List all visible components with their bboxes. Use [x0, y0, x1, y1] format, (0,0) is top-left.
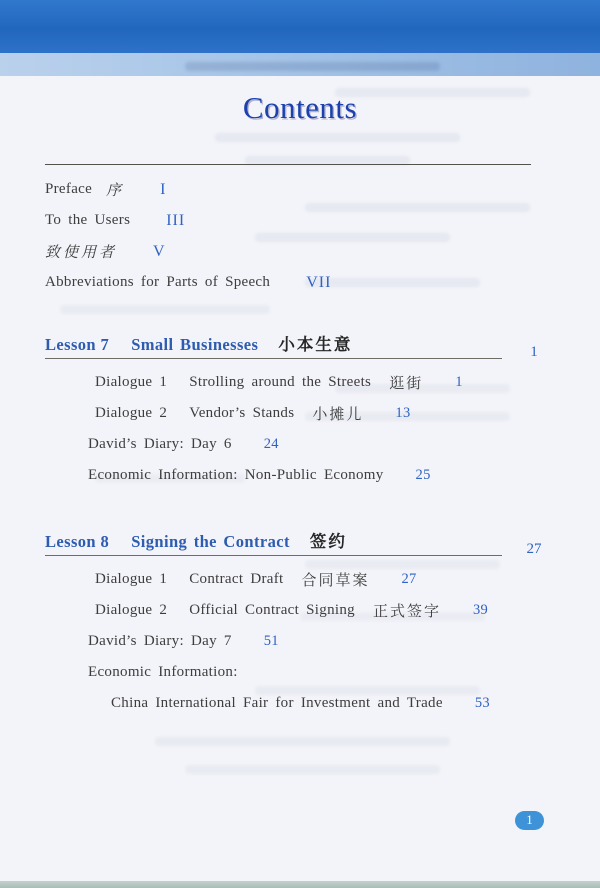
entry-text: Economic Information: Non-Public Economy — [88, 467, 384, 483]
toc-entry — [45, 688, 555, 719]
bleed-through-smudge — [185, 62, 440, 71]
entry-page-numeral: III — [166, 211, 186, 229]
bleed-through-smudge — [155, 737, 450, 746]
dialogue-number: Dialogue 2 — [95, 602, 168, 618]
entry-page-number: 1 — [455, 374, 463, 390]
entry-label-chinese: 致使用者 — [45, 243, 118, 261]
lesson-7-section — [45, 331, 555, 491]
entry-label: Abbreviations for Parts of Speech — [45, 274, 271, 290]
lesson-title-chinese: 签约 — [309, 532, 347, 551]
lesson-8-section — [45, 528, 555, 719]
front-matter-entry — [45, 174, 550, 205]
entry-text: Economic Information: — [88, 664, 238, 680]
entry-page-number: 53 — [474, 695, 490, 711]
bleed-through-smudge — [185, 765, 440, 774]
toc-entry — [45, 626, 555, 657]
lesson-page-number: 1 — [530, 344, 538, 360]
entry-label: Preface — [45, 181, 93, 197]
dialogue-number: Dialogue 2 — [95, 405, 168, 421]
entry-page-number: 39 — [472, 602, 489, 618]
bleed-through-smudge — [215, 133, 460, 142]
front-matter-entry — [45, 267, 550, 298]
entry-label: To the Users — [45, 212, 131, 228]
entry-text-chinese: 正式签字 — [372, 602, 441, 620]
lesson-heading — [45, 331, 555, 354]
toc-entry — [45, 367, 555, 398]
entry-text: Strolling around the Streets — [189, 374, 372, 390]
entry-label-chinese: 序 — [106, 181, 125, 199]
dialogue-number: Dialogue 1 — [95, 571, 168, 587]
lesson-items — [45, 367, 555, 491]
page-title: Contents — [242, 90, 358, 125]
dialogue-number: Dialogue 1 — [95, 374, 168, 390]
scan-edge-strip — [0, 881, 600, 888]
lesson-heading — [45, 528, 555, 551]
lesson-number: Lesson 8 — [45, 532, 110, 551]
toc-entry — [45, 595, 555, 626]
entry-page-numeral: I — [160, 180, 167, 198]
toc-entry — [45, 657, 555, 688]
entry-text-chinese: 合同草案 — [301, 571, 370, 589]
entry-page-number: 25 — [415, 467, 431, 483]
entry-page-number: 13 — [395, 405, 411, 421]
lesson-title-chinese: 小本生意 — [278, 335, 353, 354]
toc-entry — [45, 564, 555, 595]
lesson-heading-rule — [45, 358, 502, 359]
entry-text-chinese: 小摊儿 — [312, 405, 364, 423]
lesson-title-english: Signing the Contract — [131, 532, 290, 551]
entry-text: Official Contract Signing — [189, 602, 355, 618]
header-band-dark — [0, 0, 600, 53]
front-matter-list — [45, 174, 550, 298]
entry-page-numeral: V — [153, 242, 166, 260]
entry-text: Vendor’s Stands — [189, 405, 295, 421]
lesson-items — [45, 564, 555, 719]
lesson-title-english: Small Businesses — [131, 335, 259, 354]
entry-text: David’s Diary: Day 7 — [88, 633, 232, 649]
entry-text: David’s Diary: Day 6 — [88, 436, 232, 452]
entry-page-numeral: VII — [306, 273, 332, 291]
toc-entry — [45, 398, 555, 429]
page-number-badge: 1 — [515, 811, 544, 830]
title-divider-rule — [45, 164, 531, 165]
bleed-through-smudge — [60, 305, 270, 314]
entry-page-number: 27 — [401, 571, 417, 587]
lesson-number: Lesson 7 — [45, 335, 110, 354]
toc-entry — [45, 429, 555, 460]
entry-text-chinese: 逛街 — [389, 374, 424, 392]
lesson-page-number: 27 — [526, 541, 542, 557]
entry-text: Contract Draft — [189, 571, 284, 587]
lesson-heading-rule — [45, 555, 502, 556]
entry-page-number: 51 — [263, 633, 279, 649]
front-matter-entry — [45, 205, 550, 236]
entry-text: China International Fair for Investment and Trade — [111, 695, 443, 711]
front-matter-entry — [45, 236, 550, 267]
toc-entry — [45, 460, 555, 491]
entry-page-number: 24 — [263, 436, 279, 452]
